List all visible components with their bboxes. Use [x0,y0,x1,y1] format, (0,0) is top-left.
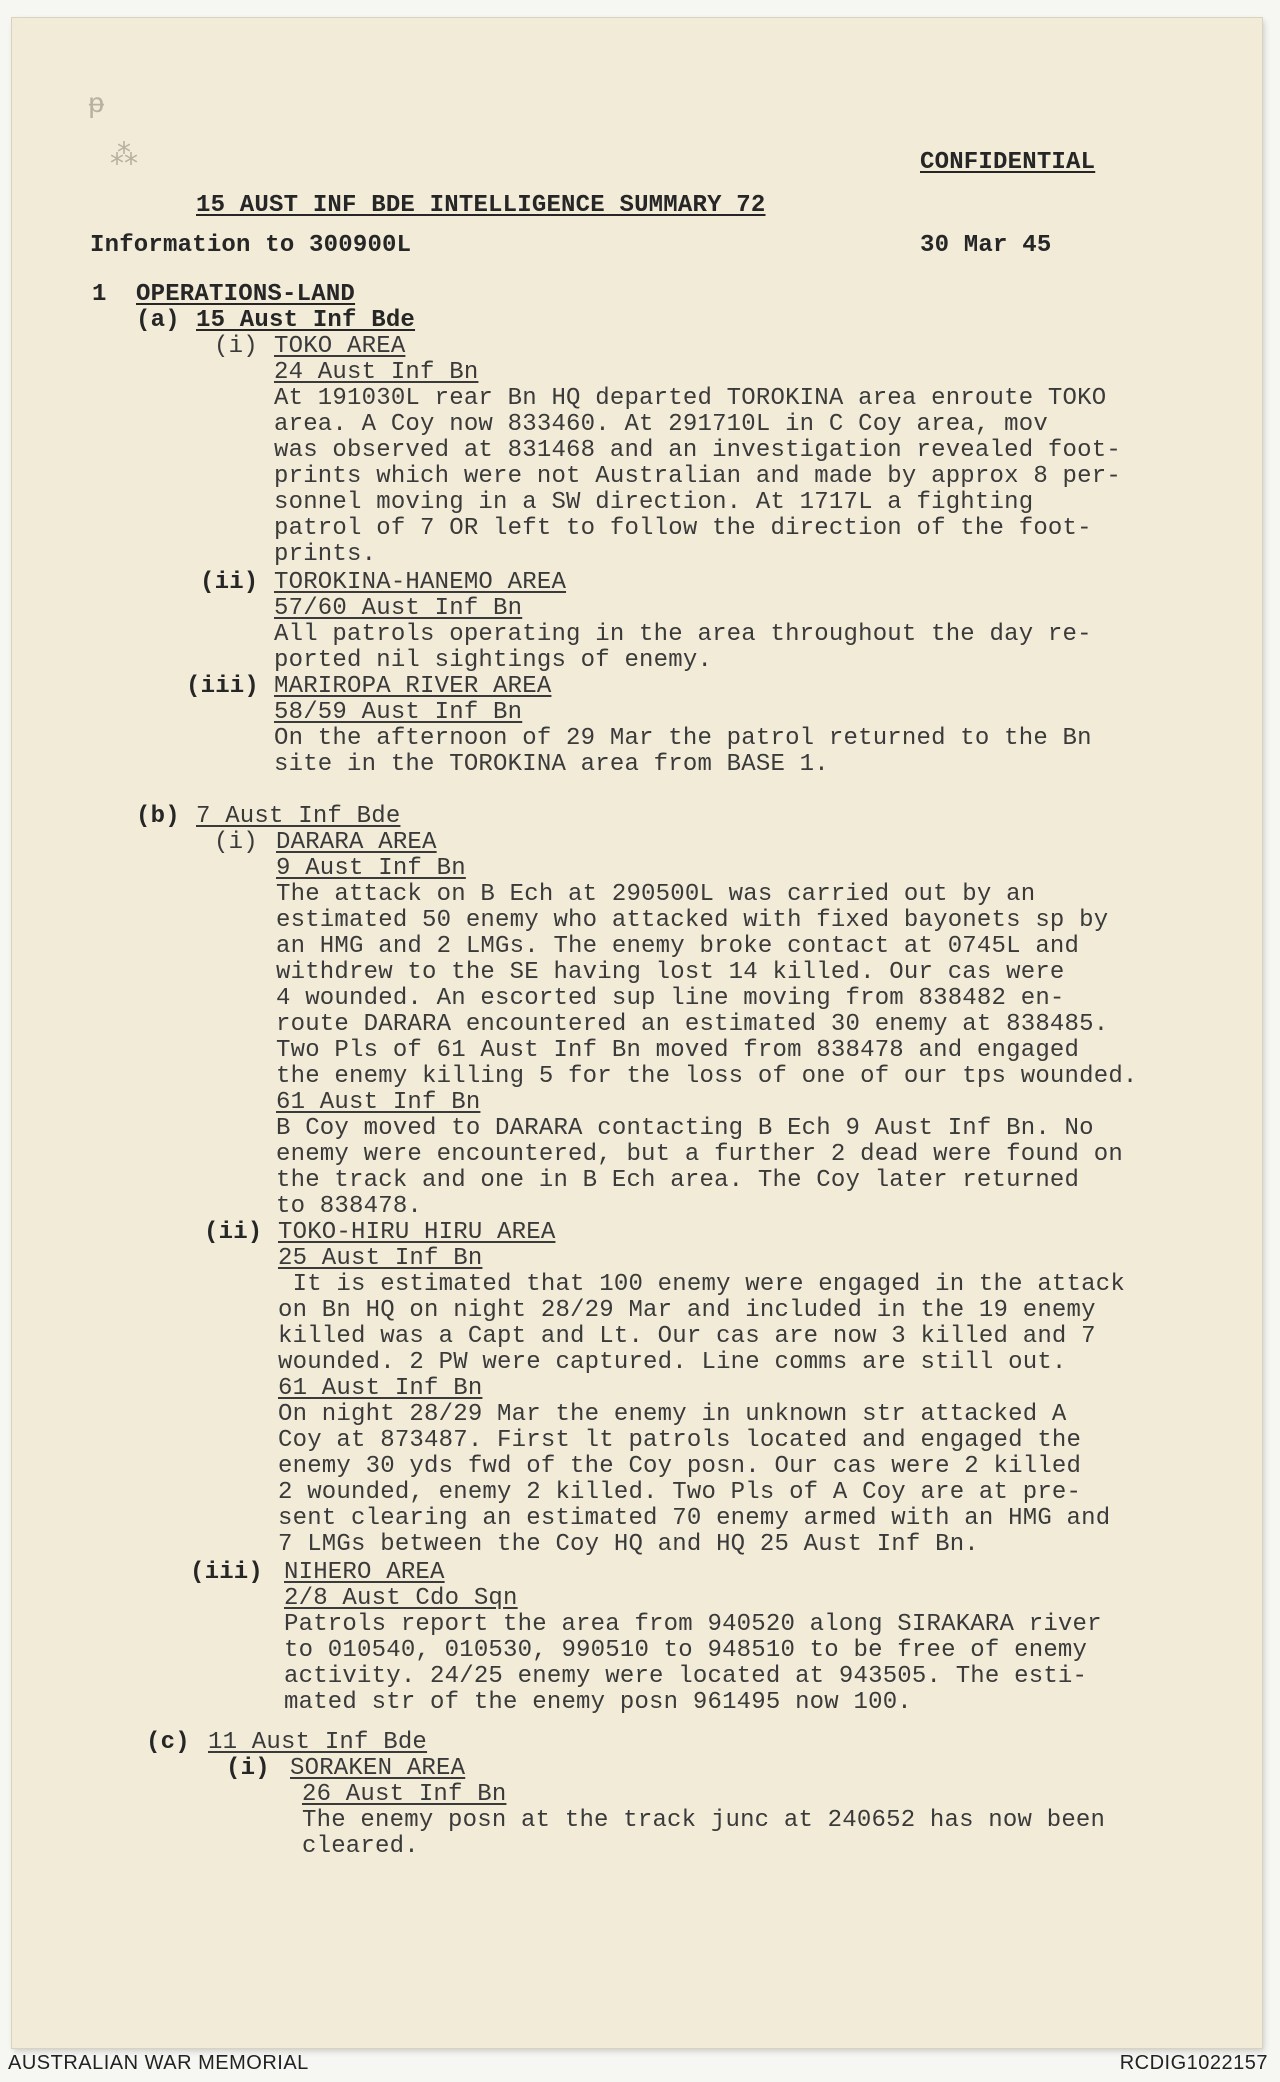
battalion-heading: 9 Aust Inf Bn [276,855,466,882]
battalion-heading: 24 Aust Inf Bn [274,359,479,386]
item-number: (iii) [190,1559,264,1586]
paragraph-line: The enemy posn at the track junc at 240652 has now been [302,1807,1106,1834]
item-number: (iii) [186,673,260,700]
subsection-label: (b) [136,803,180,830]
paragraph-line: on Bn HQ on night 28/29 Mar and included in the 19 enemy [278,1297,1096,1324]
battalion-heading: 61 Aust Inf Bn [278,1375,483,1402]
area-heading: SORAKEN AREA [290,1755,466,1782]
paragraph-line: route DARARA encountered an estimated 30 enemy at 838485. [276,1011,1109,1038]
paragraph-line: site in the TOROKINA area from BASE 1. [274,751,829,778]
paragraph-line: wounded. 2 PW were captured. Line comms are still out. [278,1349,1067,1376]
paragraph-line: enemy 30 yds fwd of the Coy posn. Our cas were 2 killed [278,1453,1082,1480]
paragraph-line: was observed at 831468 and an investigation revealed foot- [274,437,1121,464]
subsection-unit: 11 Aust Inf Bde [208,1729,428,1756]
subsection-label: (a) [136,307,180,334]
paragraph-line: patrol of 7 OR left to follow the direction of the foot- [274,515,1092,542]
area-heading: TOKO AREA [274,333,406,360]
paragraph-line: The attack on B Ech at 290500L was carried out by an [276,881,1036,908]
paragraph-line: sonnel moving in a SW direction. At 1717L a fighting [274,489,1034,516]
paragraph-line: 7 LMGs between the Coy HQ and HQ 25 Aust Inf Bn. [278,1531,979,1558]
battalion-heading: 25 Aust Inf Bn [278,1245,483,1272]
section-number: 1 [92,281,107,308]
subsection-unit: 7 Aust Inf Bde [196,803,401,830]
pencil-mark: ⁂ [110,142,138,173]
paragraph-line: area. A Coy now 833460. At 291710L in C Coy area, mov [274,411,1048,438]
area-heading: NIHERO AREA [284,1559,445,1586]
item-number: (ii) [200,569,259,596]
classification-label: CONFIDENTIAL [920,149,1096,176]
subsection-unit: 15 Aust Inf Bde [196,307,416,334]
paragraph-line: Two Pls of 61 Aust Inf Bn moved from 838478 and engaged [276,1037,1080,1064]
battalion-heading: 57/60 Aust Inf Bn [274,595,523,622]
paragraph-line: withdrew to the SE having lost 14 killed. Our cas were [276,959,1065,986]
paragraph-line: Patrols report the area from 940520 along SIRAKARA river [284,1611,1102,1638]
paragraph-line: B Coy moved to DARARA contacting B Ech 9 Aust Inf Bn. No [276,1115,1094,1142]
paragraph-line: killed was a Capt and Lt. Our cas are now 3 killed and 7 [278,1323,1096,1350]
paragraph-line: 2 wounded, enemy 2 killed. Two Pls of A Coy are at pre- [278,1479,1082,1506]
battalion-heading: 2/8 Aust Cdo Sqn [284,1585,518,1612]
archive-credit: AUSTRALIAN WAR MEMORIAL [8,2052,309,2074]
paragraph-line: Coy at 873487. First lt patrols located and engaged the [278,1427,1082,1454]
paragraph-line: prints. [274,541,377,568]
paragraph-line: On night 28/29 Mar the enemy in unknown str attacked A [278,1401,1067,1428]
paragraph-line: 4 wounded. An escorted sup line moving from 838482 en- [276,985,1065,1012]
pencil-mark: ᵽ [88,90,105,121]
paragraph-line: mated str of the enemy posn 961495 now 100. [284,1689,912,1716]
area-heading: TOROKINA-HANEMO AREA [274,569,567,596]
item-number: (i) [226,1755,270,1782]
paragraph-line: prints which were not Australian and made by approx 8 per- [274,463,1121,490]
paragraph-line: It is estimated that 100 enemy were engaged in the attack [278,1271,1125,1298]
paragraph-line: an HMG and 2 LMGs. The enemy broke contact at 0745L and [276,933,1080,960]
section-title: OPERATIONS-LAND [136,281,356,308]
area-heading: TOKO-HIRU HIRU AREA [278,1219,556,1246]
paragraph-line: cleared. [302,1833,419,1860]
paragraph-line: sent clearing an estimated 70 enemy armed with an HMG and [278,1505,1111,1532]
paragraph-line: ported nil sightings of enemy. [274,647,713,674]
item-number: (i) [214,829,258,856]
information-to: Information to 300900L [90,232,412,259]
item-number: (i) [214,333,258,360]
area-heading: DARARA AREA [276,829,437,856]
area-heading: MARIROPA RIVER AREA [274,673,552,700]
paragraph-line: At 191030L rear Bn HQ departed TOROKINA area enroute TOKO [274,385,1107,412]
paragraph-line: to 838478. [276,1193,423,1220]
document-date: 30 Mar 45 [920,232,1052,259]
archive-reference: RCDIG1022157 [1119,2052,1268,2074]
battalion-heading: 58/59 Aust Inf Bn [274,699,523,726]
document-title: 15 AUST INF BDE INTELLIGENCE SUMMARY 72 [196,192,766,219]
paragraph-line: All patrols operating in the area throughout the day re- [274,621,1092,648]
battalion-heading: 61 Aust Inf Bn [276,1089,481,1116]
paragraph-line: estimated 50 enemy who attacked with fixed bayonets sp by [276,907,1109,934]
battalion-heading: 26 Aust Inf Bn [302,1781,507,1808]
item-number: (ii) [204,1219,263,1246]
paragraph-line: the enemy killing 5 for the loss of one of our tps wounded. [276,1063,1138,1090]
paragraph-line: to 010540, 010530, 990510 to 948510 to be free of enemy [284,1637,1088,1664]
paragraph-line: On the afternoon of 29 Mar the patrol returned to the Bn [274,725,1092,752]
paragraph-line: the track and one in B Ech area. The Coy later returned [276,1167,1080,1194]
paragraph-line: activity. 24/25 enemy were located at 943505. The esti- [284,1663,1088,1690]
paragraph-line: enemy were encountered, but a further 2 dead were found on [276,1141,1123,1168]
subsection-label: (c) [146,1729,190,1756]
